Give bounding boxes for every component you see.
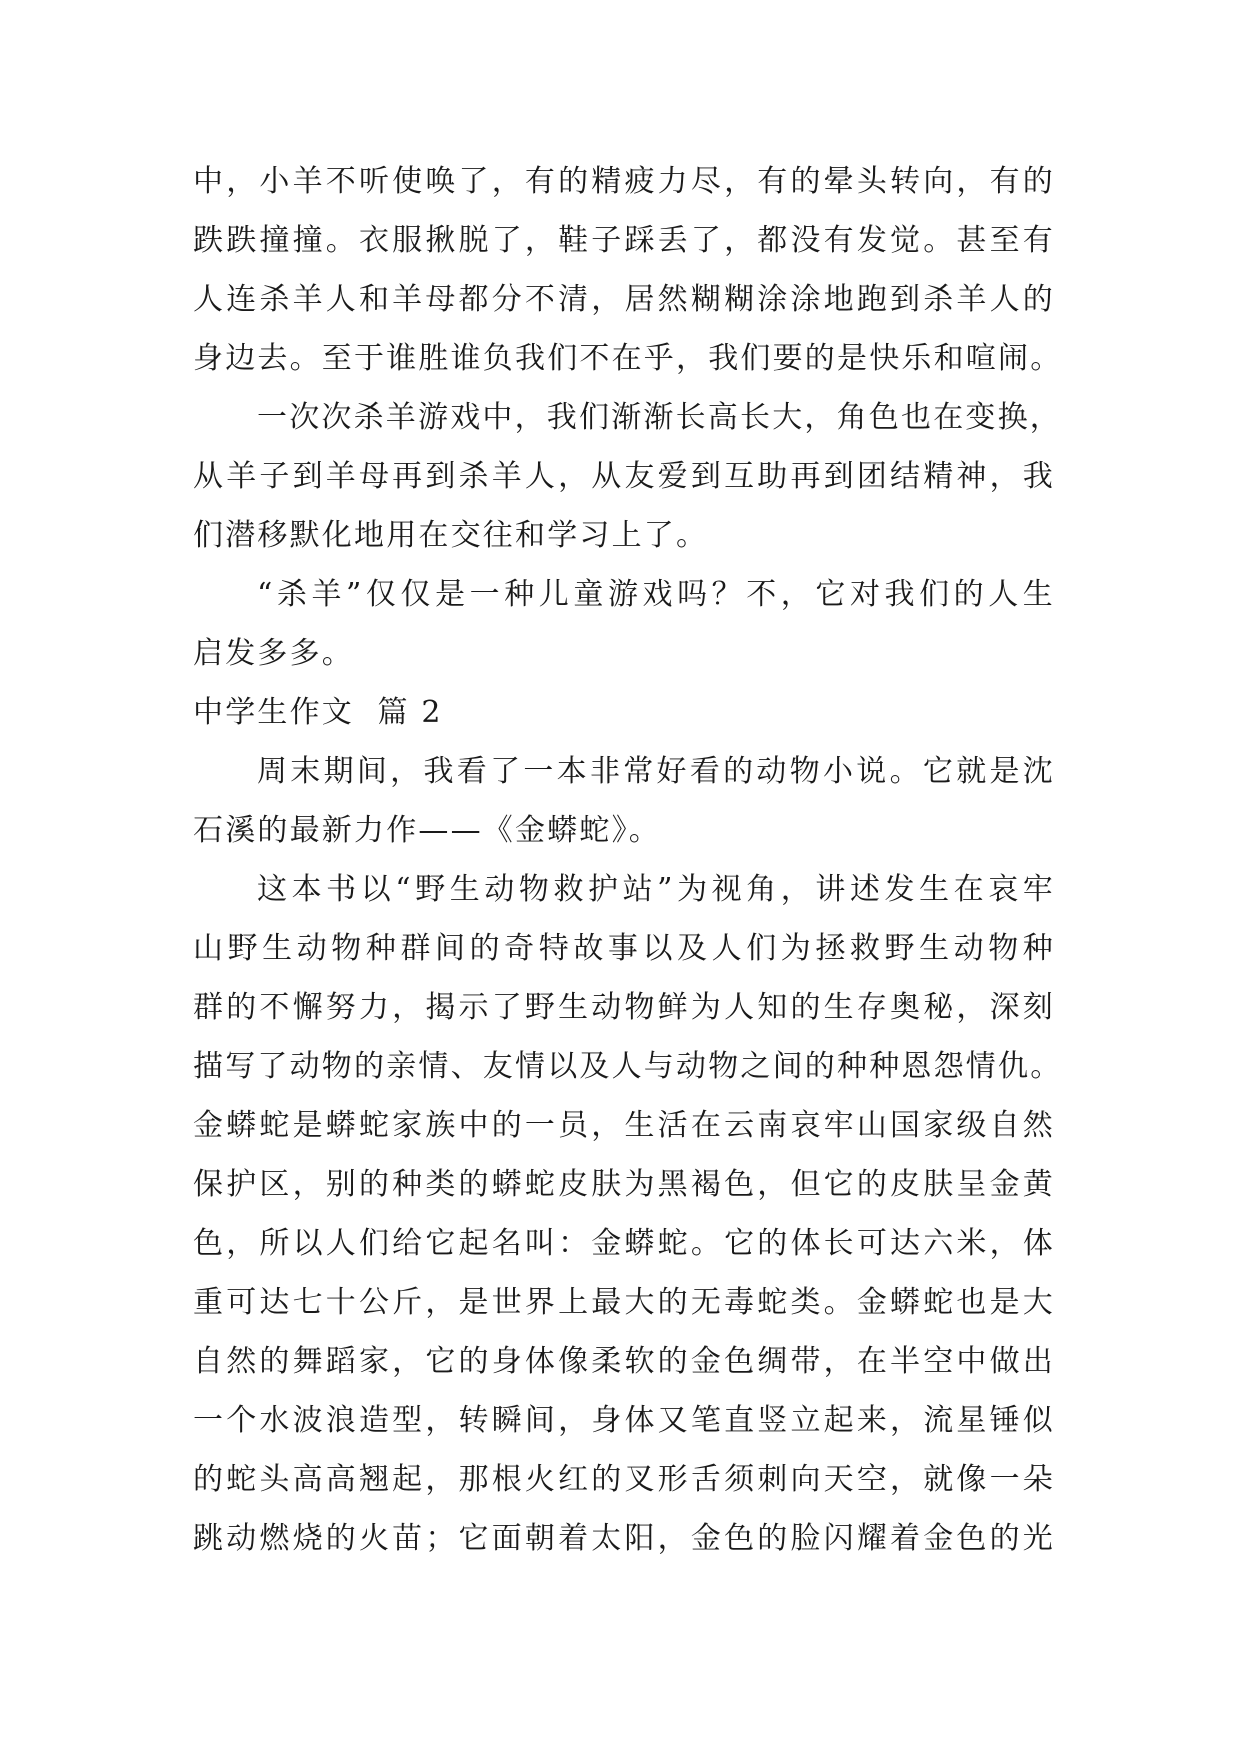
section-heading: 中学生作文 篇 2 (193, 695, 443, 730)
text-line: 色，所以人们给它起名叫：金蟒蛇。它的体长可达六米，体 (193, 1226, 1055, 1261)
text-line: 自然的舞蹈家，它的身体像柔软的金色绸带，在半空中做出 (193, 1344, 1055, 1379)
text-line: 金蟒蛇是蟒蛇家族中的一员，生活在云南哀牢山国家级自然 (193, 1108, 1055, 1143)
paragraph (193, 860, 1063, 1568)
document-body (193, 152, 1063, 1568)
text-line: 跳动燃烧的火苗；它面朝着太阳，金色的脸闪耀着金色的光 (193, 1521, 1055, 1556)
text-line: 周末期间，我看了一本非常好看的动物小说。它就是沈 (257, 754, 1055, 789)
text-line: 的蛇头高高翘起，那根火红的叉形舌须刺向天空，就像一朵 (193, 1462, 1055, 1497)
text-line: 保护区，别的种类的蟒蛇皮肤为黑褐色，但它的皮肤呈金黄 (193, 1167, 1055, 1202)
text-line: 们潜移默化地用在交往和学习上了。 (193, 518, 709, 553)
text-line: 群的不懈努力，揭示了野生动物鲜为人知的生存奥秘，深刻 (193, 990, 1055, 1025)
text-line: 跌跌撞撞。衣服揪脱了，鞋子踩丢了，都没有发觉。甚至有 (193, 223, 1055, 258)
text-line: 这本书以“野生动物救护站”为视角，讲述发生在哀牢 (257, 872, 1055, 907)
paragraph (193, 565, 1055, 683)
text-line: 身边去。至于谁胜谁负我们不在乎，我们要的是快乐和喧闹。 (193, 341, 1063, 376)
paragraph (193, 152, 1063, 388)
text-line: 一次次杀羊游戏中，我们渐渐长高长大，角色也在变换， (257, 400, 1062, 435)
text-line: 一个水波浪造型，转瞬间，身体又笔直竖立起来，流星锤似 (193, 1403, 1055, 1438)
paragraph (193, 388, 1062, 565)
text-line: 描写了动物的亲情、友情以及人与动物之间的种种恩怨情仇。 (193, 1049, 1063, 1084)
text-line: 中，小羊不听使唤了，有的精疲力尽，有的晕头转向，有的 (193, 164, 1055, 199)
text-line: 启发多多。 (193, 636, 354, 671)
text-line: “杀羊”仅仅是一种儿童游戏吗？不，它对我们的人生 (257, 577, 1055, 612)
paragraph (193, 742, 1055, 860)
text-line: 重可达七十公斤，是世界上最大的无毒蛇类。金蟒蛇也是大 (193, 1285, 1055, 1320)
text-line: 山野生动物种群间的奇特故事以及人们为拯救野生动物种 (193, 931, 1055, 966)
text-line: 石溪的最新力作——《金蟒蛇》。 (193, 813, 661, 848)
text-line: 人连杀羊人和羊母都分不清，居然糊糊涂涂地跑到杀羊人的 (193, 282, 1055, 317)
text-line: 从羊子到羊母再到杀羊人，从友爱到互助再到团结精神，我 (193, 459, 1055, 494)
